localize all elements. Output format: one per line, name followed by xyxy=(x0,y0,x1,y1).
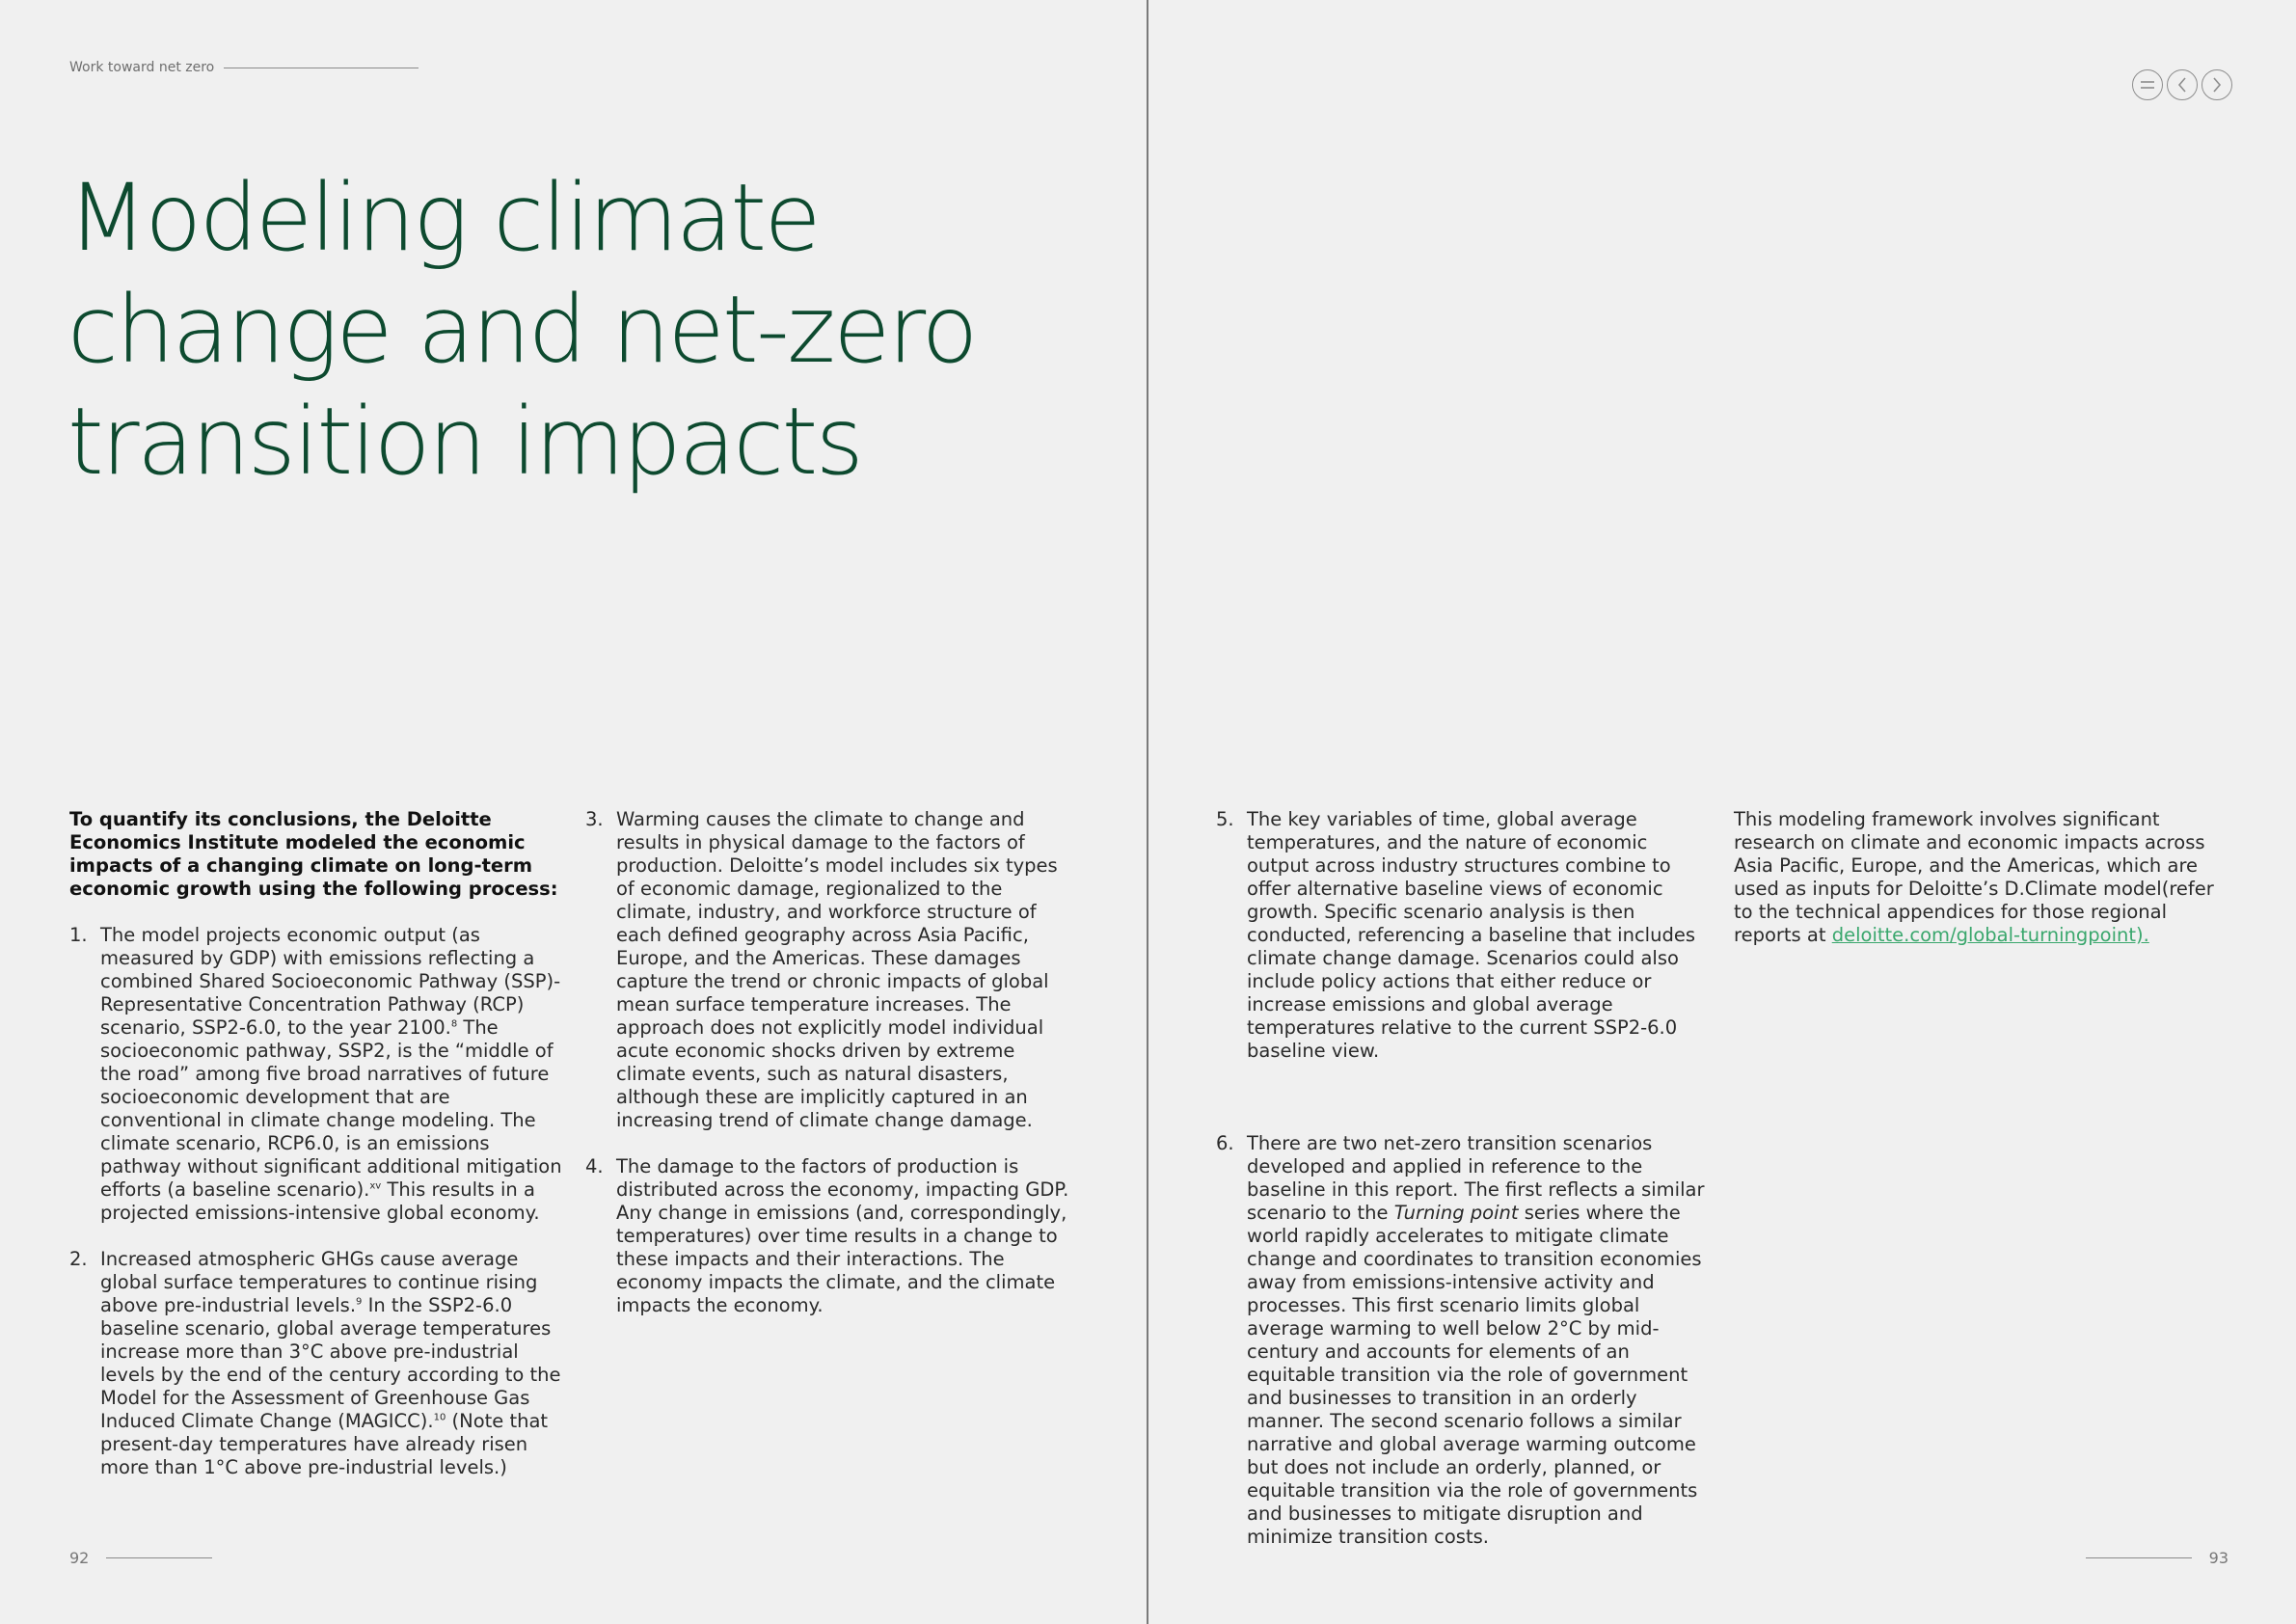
page-number-left xyxy=(69,1549,212,1567)
menu-icon xyxy=(2140,79,2155,91)
page-number-right xyxy=(2086,1549,2228,1567)
list-item-4 xyxy=(585,1155,1077,1317)
footnote-ref[interactable]: 9 xyxy=(356,1296,363,1308)
list-number: 5. xyxy=(1216,808,1234,830)
list-item-text xyxy=(1247,1132,1708,1549)
text-run: This results in a projected emissions-intensive global economy. xyxy=(100,1178,540,1224)
framework-paragraph xyxy=(1734,808,2226,947)
footnote-ref[interactable]: 10 xyxy=(433,1412,446,1423)
right-page xyxy=(1148,0,2296,1624)
text-run: There are two net-zero transition scenarios developed and applied in reference to the baseline in this report. The first reflects a similar scenario to the xyxy=(1247,1132,1705,1224)
intro-paragraph: To quantify its conclusions, the Deloitte Economics Institute modeled the economic impacts of a changing climate on long-term economic growth using the following process: xyxy=(69,808,558,900)
turningpoint-link[interactable]: deloitte.com/global-turningpoint). xyxy=(1831,924,2149,946)
chevron-right-icon xyxy=(2211,77,2223,93)
page-number: 92 xyxy=(69,1549,90,1567)
text-run: This modeling framework involves significant research on climate and economic impacts across Asia Pacific, Europe, and the Americas, which are used as inputs for Deloitte’s D.Climate model(refer to the technical appendices for those regional reports at xyxy=(1734,808,2214,946)
text-run: (Note that present-day temperatures have already risen more than 1°C above pre-industrial levels.) xyxy=(100,1410,549,1478)
column-4 xyxy=(1734,808,2226,947)
list-number: 3. xyxy=(585,808,604,830)
column-2 xyxy=(585,808,1077,1340)
list-item-text: Warming causes the climate to change and results in physical damage to the factors of production. Deloitte’s model includes six types of economic damage, regionalized to the climate, industry, and workforce structure of each defined geography across Asia Pacific, Europe, and the Americas. These damages capture the trend or chronic impacts of global mean surface temperature increases. The approach does not explicitly model individual acute economic shocks driven by extreme climate events, such as natural disasters, although these are implicitly captured in an increasing trend of climate change damage. xyxy=(616,808,1058,1131)
column-1 xyxy=(69,808,567,1502)
page-title xyxy=(68,162,1032,498)
footnote-ref[interactable]: xv xyxy=(369,1180,382,1192)
text-run: series where the world rapidly accelerates to mitigate climate change and coordinates to transition economies away from emissions-intensive activity and processes. This first scenario limits global average warming to well below 2°C by mid-century and accounts for elements of an equitable transition via the role of government and businesses to transition in an orderly manner. The second scenario follows a similar narrative and global average warming outcome but does not include an orderly, planned, or equitable transition via the role of governments and businesses to mitigate disruption and minimize transition costs. xyxy=(1247,1202,1702,1548)
list-item-6 xyxy=(1216,1132,1708,1549)
list-item-3 xyxy=(585,808,1077,1132)
left-page xyxy=(0,0,1147,1624)
column-3 xyxy=(1216,808,1708,1572)
series-name: Turning point xyxy=(1393,1202,1519,1224)
page-number-rule xyxy=(106,1557,212,1558)
section-label xyxy=(69,60,419,75)
page-navigation xyxy=(2132,69,2232,100)
text-run: Increased atmospheric GHGs cause average global surface temperatures to continue rising above pre-industrial levels. xyxy=(100,1248,538,1316)
list-item-1 xyxy=(69,924,567,1225)
text-run: The model projects economic output (as measured by GDP) with emissions reflecting a combined Shared Socioeconomic Pathway (SSP)-Representative Concentration Pathway (RCP) scenario, SSP2-6.0, to the year 2100. xyxy=(100,924,561,1039)
list-item-text xyxy=(100,924,567,1225)
next-page-button[interactable] xyxy=(2201,69,2232,100)
text-run: In the SSP2-6.0 baseline scenario, global average temperatures increase more than 3°C above pre-industrial levels by the end of the century according to the Model for the Assessment of Greenhouse Gas Induced Climate Change (MAGICC). xyxy=(100,1294,561,1432)
list-item-text: The damage to the factors of production is distributed across the economy, impacting GDP. Any change in emissions (and, correspondingly, temperatures) over time results in a change to these impacts and their interactions. The economy impacts the climate, and the climate impacts the economy. xyxy=(616,1155,1069,1316)
list-number: 4. xyxy=(585,1155,604,1177)
text-run: The socioeconomic pathway, SSP2, is the “middle of the road” among five broad narratives of future socioeconomic development that are conventional in climate change modeling. The climate scenario, RCP6.0, is an emissions pathway without significant additional mitigation efforts (a baseline scenario). xyxy=(100,1016,562,1201)
page-number-rule xyxy=(2086,1557,2192,1558)
list-item-text xyxy=(100,1248,567,1479)
list-item-2 xyxy=(69,1248,567,1479)
list-number: 1. xyxy=(69,924,88,946)
section-label-text: Work toward net zero xyxy=(69,60,215,75)
list-item-text: The key variables of time, global average temperatures, and the nature of economic output across industry structures combine to offer alternative baseline views of economic growth. Specific scenario analysis is then conducted, referencing a baseline that includes climate change damage. Scenarios could also include policy actions that either reduce or increase emissions and global average temperatures relative to the current SSP2-6.0 baseline view. xyxy=(1247,808,1695,1062)
title-line-2: change and net-zero xyxy=(68,276,976,384)
title-line-3: transition impacts xyxy=(68,388,862,496)
previous-page-button[interactable] xyxy=(2167,69,2198,100)
list-number: 6. xyxy=(1216,1132,1234,1154)
chevron-left-icon xyxy=(2176,77,2188,93)
title-line-1: Modeling climate xyxy=(68,164,820,272)
menu-button[interactable] xyxy=(2132,69,2163,100)
list-item-5 xyxy=(1216,808,1708,1063)
footnote-ref[interactable]: 8 xyxy=(450,1018,458,1030)
list-number: 2. xyxy=(69,1248,88,1270)
page-number: 93 xyxy=(2208,1549,2228,1567)
